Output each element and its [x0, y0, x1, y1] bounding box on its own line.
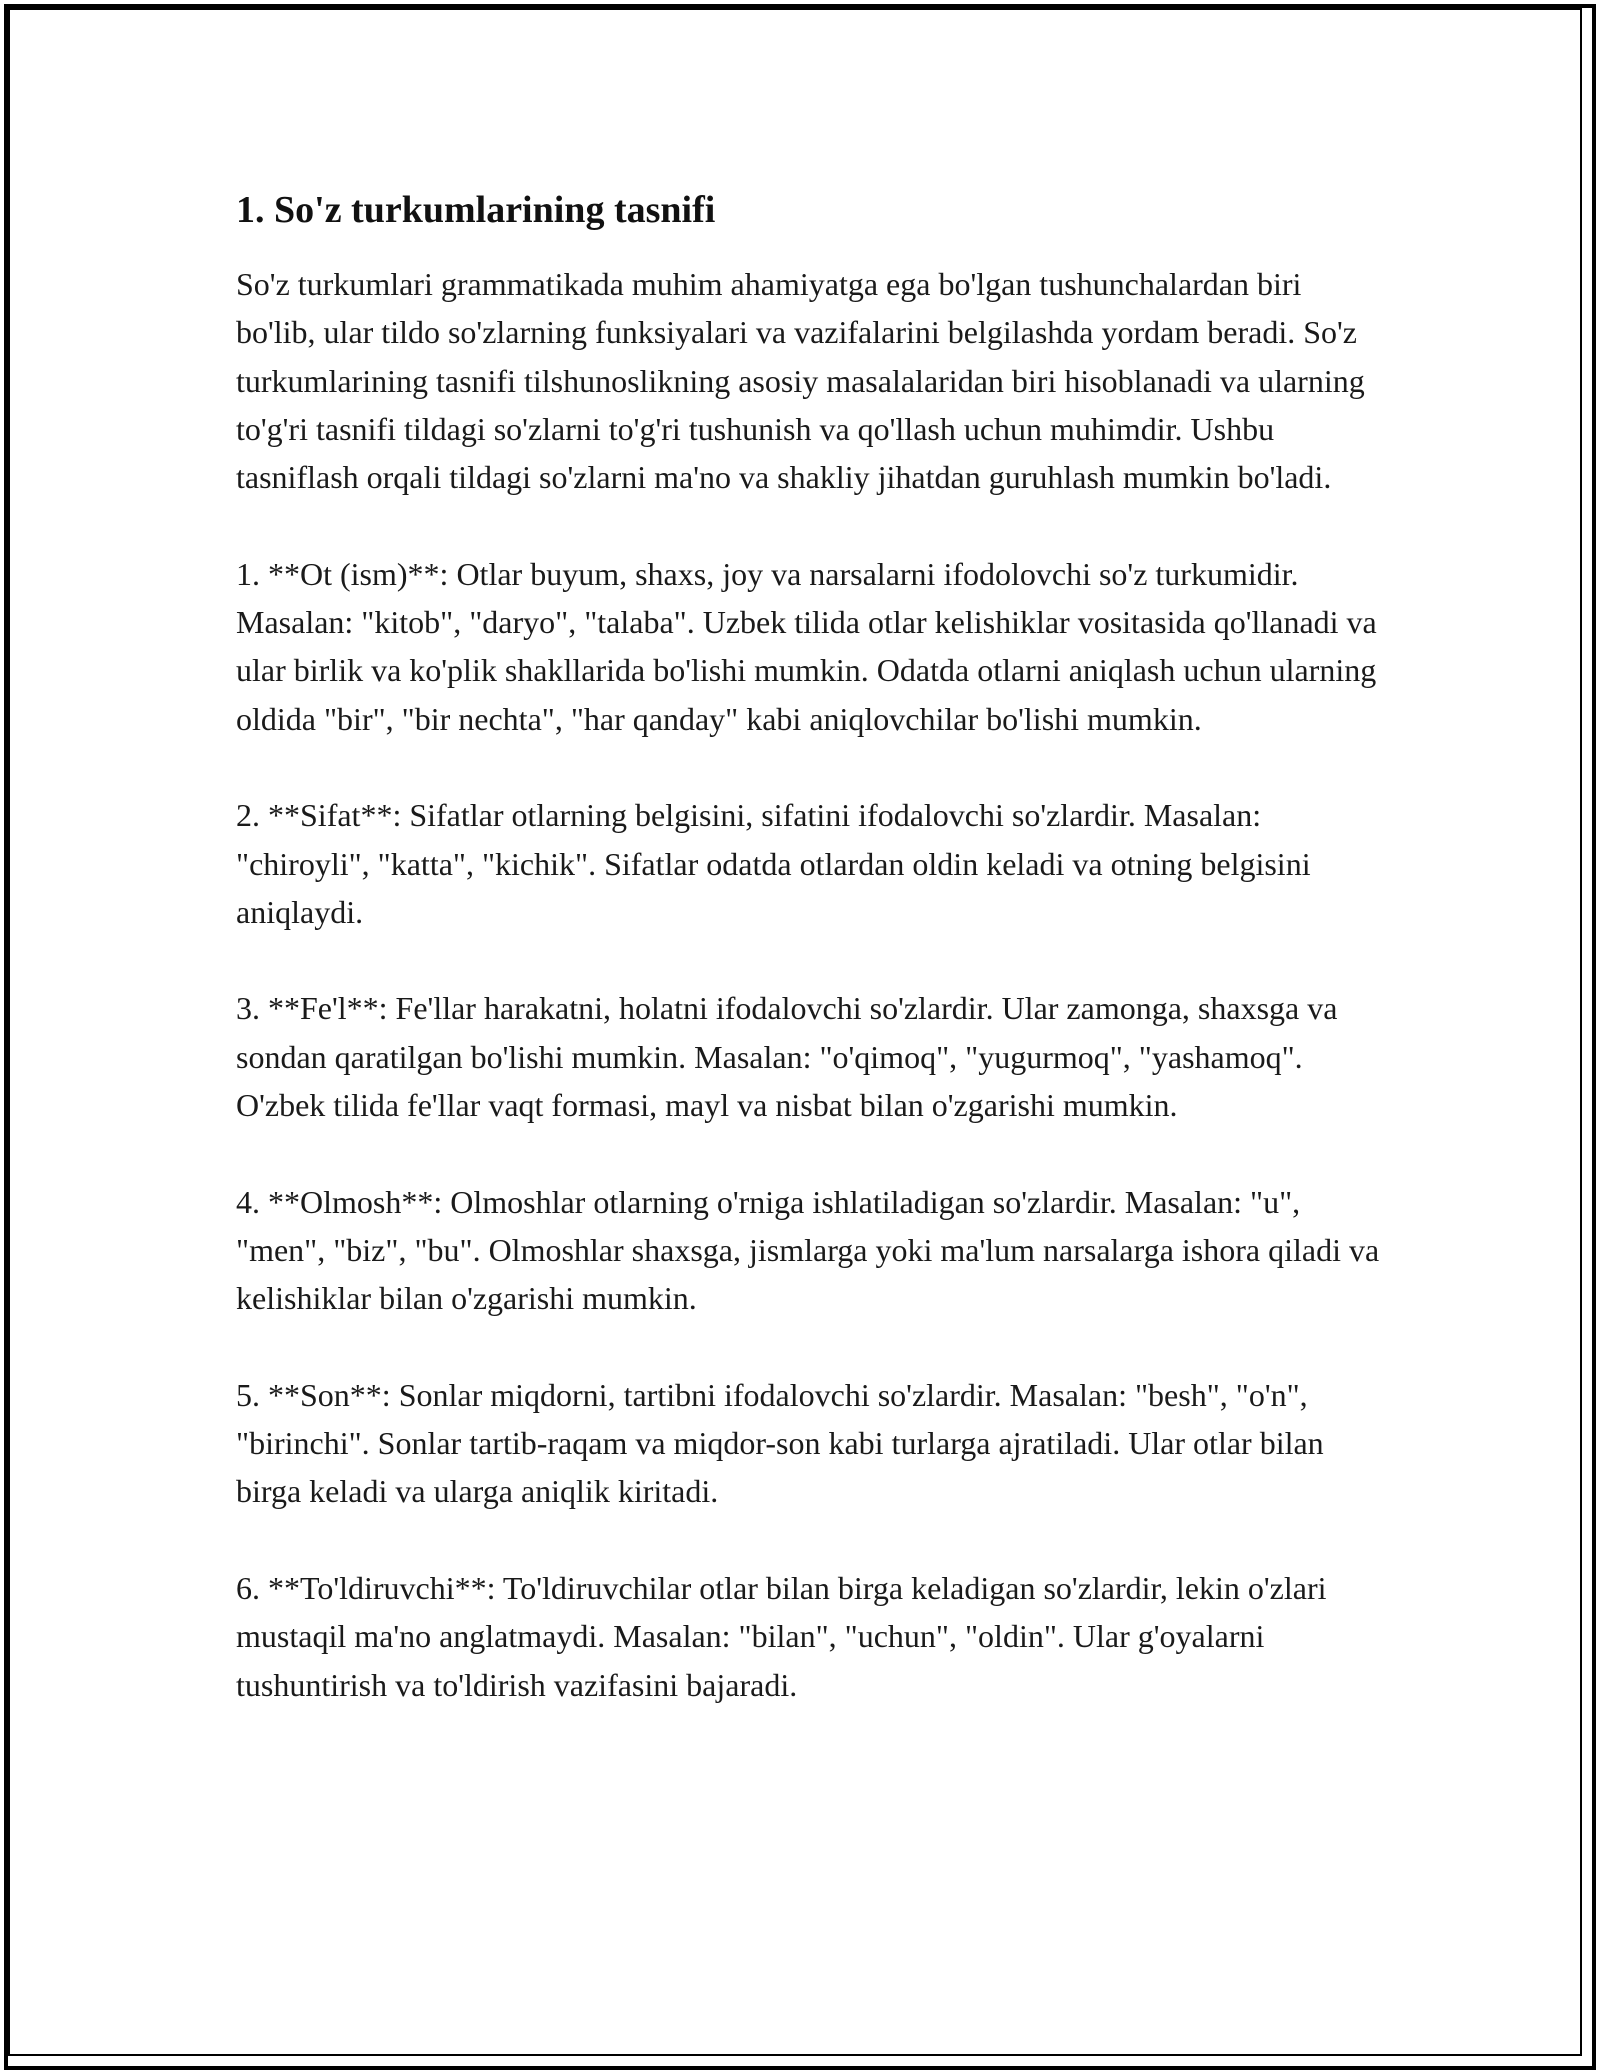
paragraph-sifat: 2. **Sifat**: Sifatlar otlarning belgisini, sifatini ifodalovchi so'zlardir. Masalan: "chiroyli", "katta", "kichik". Sifatlar odatda otlardan oldin keladi va otning belgisini aniqlaydi.	[236, 797, 1311, 930]
paragraph-fel: 3. **Fe'l**: Fe'llar harakatni, holatni ifodalovchi so'zlardir. Ular zamonga, shaxsga va sondan qaratilgan bo'lishi mumkin. Masalan: "o'qimoq", "yugurmoq", "yashamoq". O'zbek tilida fe'llar vaqt formasi, mayl va nisbat bilan o'zgarishi mumkin.	[236, 990, 1338, 1124]
paragraph-olmosh: 4. **Olmosh**: Olmoshlar otlarning o'rniga ishlatiladigan so'zlardir. Masalan: "u", "men", "biz", "bu". Olmoshlar shaxsga, jismlarga yoki ma'lum narsalarga ishora qiladi va kelishiklar bilan o'zgarishi mumkin.	[236, 1183, 1380, 1317]
paragraph-son: 5. **Son**: Sonlar miqdorni, tartibni ifodalovchi so'zlardir. Masalan: "besh", "o'n", "birinchi". Sonlar tartib-raqam va miqdor-son kabi turlarga ajratiladi. Ular otlar bilan birga keladi va ularga aniqlik kiritadi.	[236, 1376, 1324, 1510]
paragraph-ot: 1. **Ot (ism)**: Otlar buyum, shaxs, joy va narsalarni ifodolovchi so'z turkumidir. Masalan: "kitob", "daryo", "talaba". Uzbek tilida otlar kelishiklar vositasida qo'llanadi va ular birlik va ko'plik shakllarida bo'lishi mumkin. Odatda otlarni aniqlash uchun ularning oldida "bir", "bir nechta", "har qanday" kabi aniqlovchilar bo'lishi mumkin.	[236, 555, 1377, 737]
section-heading: 1. So'z turkumlarining tasnifi	[236, 189, 716, 231]
document-body	[236, 186, 1386, 1709]
intro-paragraph: So'z turkumlari grammatikada muhim ahamiyatga ega bo'lgan tushunchalardan biri bo'lib, ular tildo so'zlarning funksiyalari va vazifalarini belgilashda yordam beradi. So'z turkumlarining tasnifi tilshunoslikning asosiy masalalaridan biri hisoblanadi va ularning to'g'ri tasnifi tildagi so'zlarni to'g'ri tushunish va qo'llash uchun muhimdir. Ushbu tasniflash orqali tildagi so'zlarni ma'no va shakliy jihatdan guruhlash mumkin bo'ladi.	[236, 266, 1365, 496]
paragraph-toldiruvchi: 6. **To'ldiruvchi**: To'ldiruvchilar otlar bilan birga keladigan so'zlardir, lekin o'zlari mustaqil ma'no anglatmaydi. Masalan: "bilan", "uchun", "oldin". Ular g'oyalarni tushuntirish va to'ldirish vazifasini bajaradi.	[236, 1570, 1327, 1703]
